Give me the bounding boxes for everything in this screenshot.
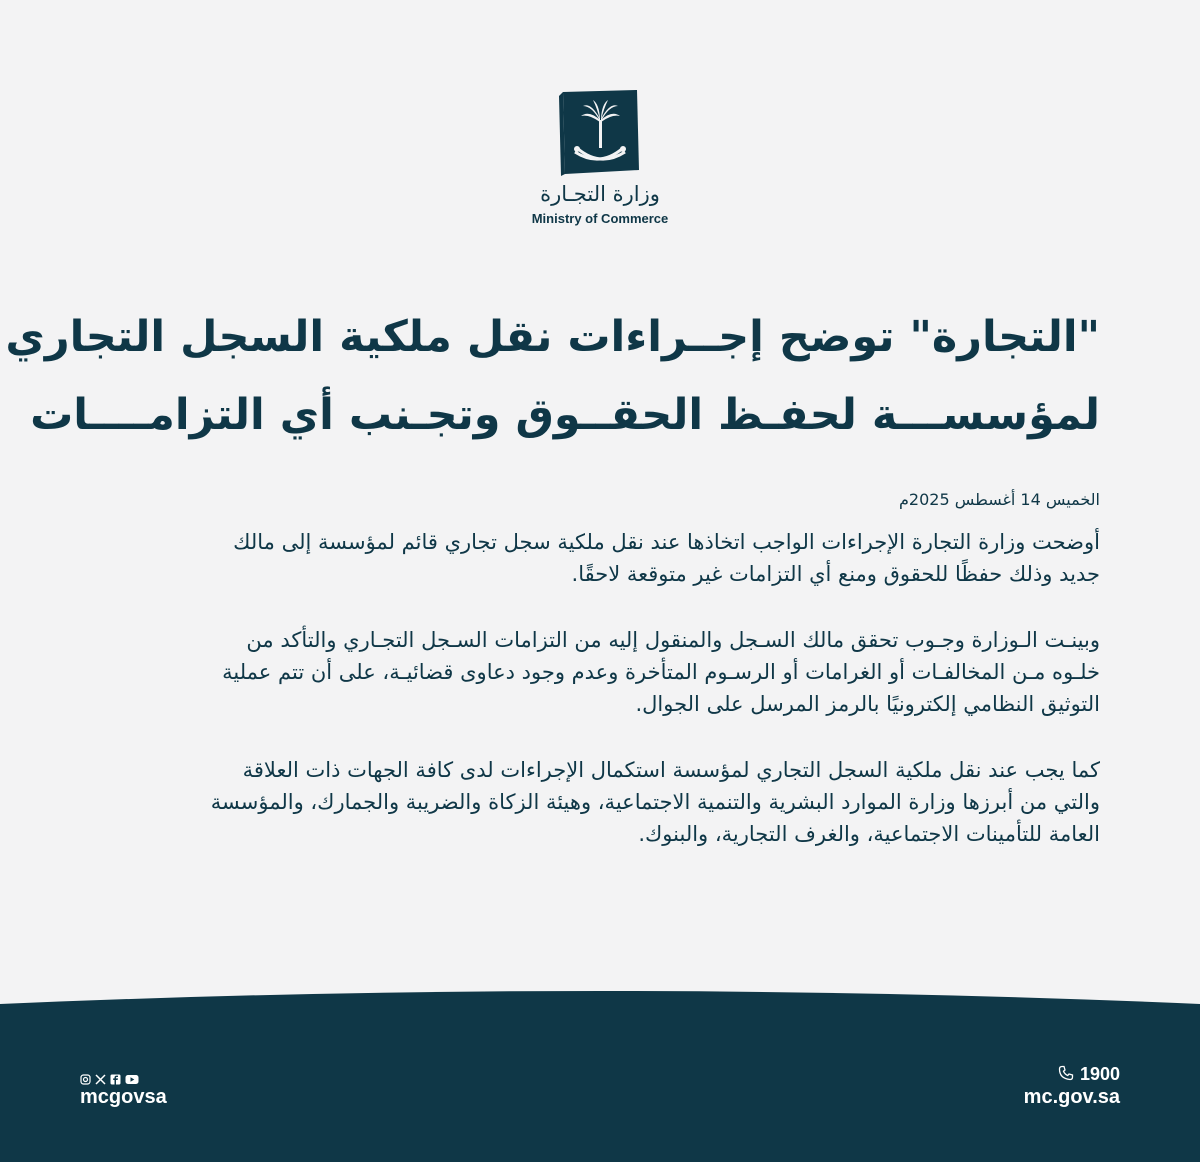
social-icons [80,1070,139,1081]
website-link[interactable]: mc.gov.sa [1023,1086,1120,1108]
paragraph-line: التوثيق النظامي إلكترونيًا بالرمز المرسل على الجوال. [635,692,1100,716]
youtube-icon[interactable] [125,1070,139,1081]
title-line: لمؤسســـة لحفـظ الحقــوق وتجـنب أي التزامــــات [30,390,1100,440]
ministry-name-arabic: وزارة التجـارة [540,182,660,206]
paragraph-line: والتي من أبرزها وزارة الموارد البشرية والتنمية الاجتماعية، وهيئة الزكاة والضريبة والجمارك، والمؤسسة [210,790,1100,814]
footer-wave-background [0,990,1200,1162]
page-title [5,298,1100,454]
phone-icon [1058,1065,1074,1085]
paragraph [80,624,1100,720]
paragraph [80,754,1100,850]
paragraph-line: وبينـت الـوزارة وجـوب تحقق مالك السـجل والمنقول إليه من التزامات السـجل التجـاري والتأكد من [246,628,1100,652]
instagram-icon[interactable] [80,1070,91,1081]
ministry-name-english: Ministry of Commerce [531,211,669,226]
paragraph-line: خلـوه مـن المخالفـات أو الغرامات أو الرسـوم المتأخرة وعدم وجود دعاوى قضائيـة، على أن تتم عملية [222,660,1100,684]
publish-date: الخميس 14 أغسطس 2025م [899,490,1100,509]
paragraph [80,526,1100,590]
social-handle[interactable]: mcgovsa [80,1086,167,1108]
article-body [80,526,1100,884]
ministry-logo [500,80,700,230]
title-line: "التجارة" توضح إجــراءات نقل ملكية السجل التجاري [5,312,1100,362]
x-icon[interactable] [95,1070,106,1081]
paragraph-line: العامة للتأمينات الاجتماعية، والغرف التجارية، والبنوك. [638,822,1100,846]
footer [0,990,1200,1162]
paragraph-line: أوضحت وزارة التجارة الإجراءات الواجب اتخاذها عند نقل ملكية سجل تجاري قائم لمؤسسة إلى مالك [233,530,1100,554]
facebook-icon[interactable] [110,1070,121,1081]
paragraph-line: جديد وذلك حفظًا للحقوق ومنع أي التزامات غير متوقعة لاحقًا. [571,562,1100,586]
paragraph-line: كما يجب عند نقل ملكية السجل التجاري لمؤسسة استكمال الإجراءات لدى كافة الجهات ذات العلاقة [242,758,1100,782]
phone-contact[interactable] [1058,1064,1120,1085]
saudi-emblem-icon [555,86,645,178]
phone-number[interactable]: 1900 [1079,1064,1120,1084]
